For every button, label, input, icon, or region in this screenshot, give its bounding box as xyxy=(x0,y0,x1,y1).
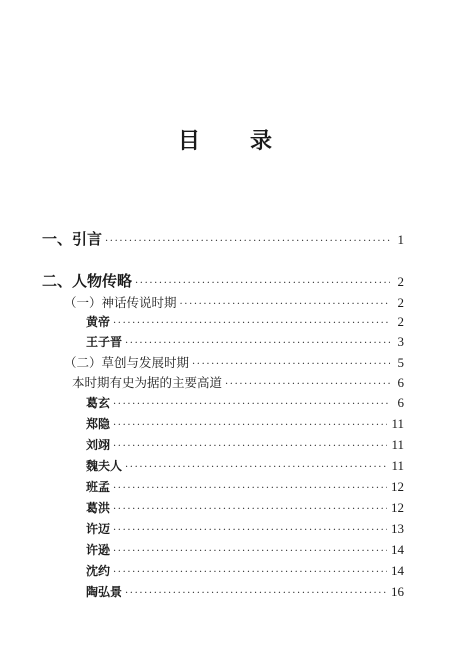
leader-dots xyxy=(180,300,390,310)
toc-entry-label: 许迈 xyxy=(86,522,111,536)
toc-entry-item[interactable] xyxy=(86,436,404,456)
toc-page-number: 11 xyxy=(391,458,404,473)
toc-page-number: 14 xyxy=(391,563,404,578)
leader-dots xyxy=(125,339,390,349)
toc-page-number: 2 xyxy=(397,314,404,329)
leader-dots xyxy=(192,360,390,370)
toc-entry-introduction[interactable] xyxy=(42,228,404,248)
toc-page-number: 5 xyxy=(397,355,404,370)
toc-page-number: 2 xyxy=(397,274,404,289)
toc-page-number: 12 xyxy=(391,479,404,494)
toc-page-number: 13 xyxy=(391,521,404,536)
toc-entry-subheading[interactable] xyxy=(72,373,404,393)
toc-page-number: 11 xyxy=(391,416,404,431)
leader-dots xyxy=(125,589,387,599)
toc-page-number: 12 xyxy=(391,500,404,515)
toc-page-number: 1 xyxy=(397,232,404,247)
toc-entry-item[interactable] xyxy=(86,520,404,540)
toc-entry-label: 魏夫人 xyxy=(86,459,123,473)
leader-dots xyxy=(113,526,387,536)
toc-entry-label: 葛玄 xyxy=(86,396,111,410)
toc-entry-label: （一）神话传说时期 xyxy=(64,295,177,310)
toc-entry-item[interactable] xyxy=(86,499,404,519)
toc-entry-item[interactable] xyxy=(86,562,404,582)
leader-dots xyxy=(113,442,387,452)
toc-entry-label: 许逊 xyxy=(86,543,111,557)
toc-entry-item[interactable] xyxy=(86,541,404,561)
toc-entry-label: 郑隐 xyxy=(86,417,111,431)
leader-dots xyxy=(113,484,387,494)
toc-page-number: 14 xyxy=(391,542,404,557)
toc-entry-label: 黄帝 xyxy=(86,315,111,329)
toc-page-number: 16 xyxy=(391,584,404,599)
toc-entry-label: 葛洪 xyxy=(86,501,111,515)
leader-dots xyxy=(135,279,390,289)
toc-entry-biographies[interactable] xyxy=(42,270,404,290)
leader-dots xyxy=(113,400,390,410)
leader-dots xyxy=(113,568,387,578)
toc-page-number: 6 xyxy=(397,375,404,390)
toc-entry-label: 一、引言 xyxy=(42,230,103,248)
leader-dots xyxy=(113,421,387,431)
toc-page-number: 6 xyxy=(397,395,404,410)
toc-entry-item[interactable] xyxy=(86,394,404,414)
toc-entry-section-2[interactable] xyxy=(64,353,404,373)
leader-dots xyxy=(125,463,387,473)
toc-entry-item[interactable] xyxy=(86,313,404,333)
toc-entry-item[interactable] xyxy=(86,583,404,603)
toc-entry-item[interactable] xyxy=(86,415,404,435)
toc-page-number: 3 xyxy=(397,334,404,349)
toc-entry-label: （二）草创与发展时期 xyxy=(64,355,190,370)
leader-dots xyxy=(113,505,387,515)
toc-page-number: 2 xyxy=(397,295,404,310)
toc-entry-label: 本时期有史为据的主要高道 xyxy=(72,375,223,390)
toc-entry-item[interactable] xyxy=(86,457,404,477)
toc-entry-label: 陶弘景 xyxy=(86,585,123,599)
leader-dots xyxy=(105,237,390,247)
toc-entry-item[interactable] xyxy=(86,478,404,498)
toc-entry-label: 二、人物传略 xyxy=(42,272,133,290)
toc-entry-item[interactable] xyxy=(86,333,404,353)
toc-entry-section-1[interactable] xyxy=(64,293,404,313)
toc-entry-label: 王子晋 xyxy=(86,335,123,349)
leader-dots xyxy=(113,319,390,329)
leader-dots xyxy=(225,380,390,390)
toc-entry-label: 班孟 xyxy=(86,480,111,494)
toc-entry-label: 刘翊 xyxy=(86,438,111,452)
toc-page-number: 11 xyxy=(391,437,404,452)
leader-dots xyxy=(113,547,387,557)
toc-entry-label: 沈约 xyxy=(86,564,111,578)
page-title: 目 录 xyxy=(177,128,286,154)
